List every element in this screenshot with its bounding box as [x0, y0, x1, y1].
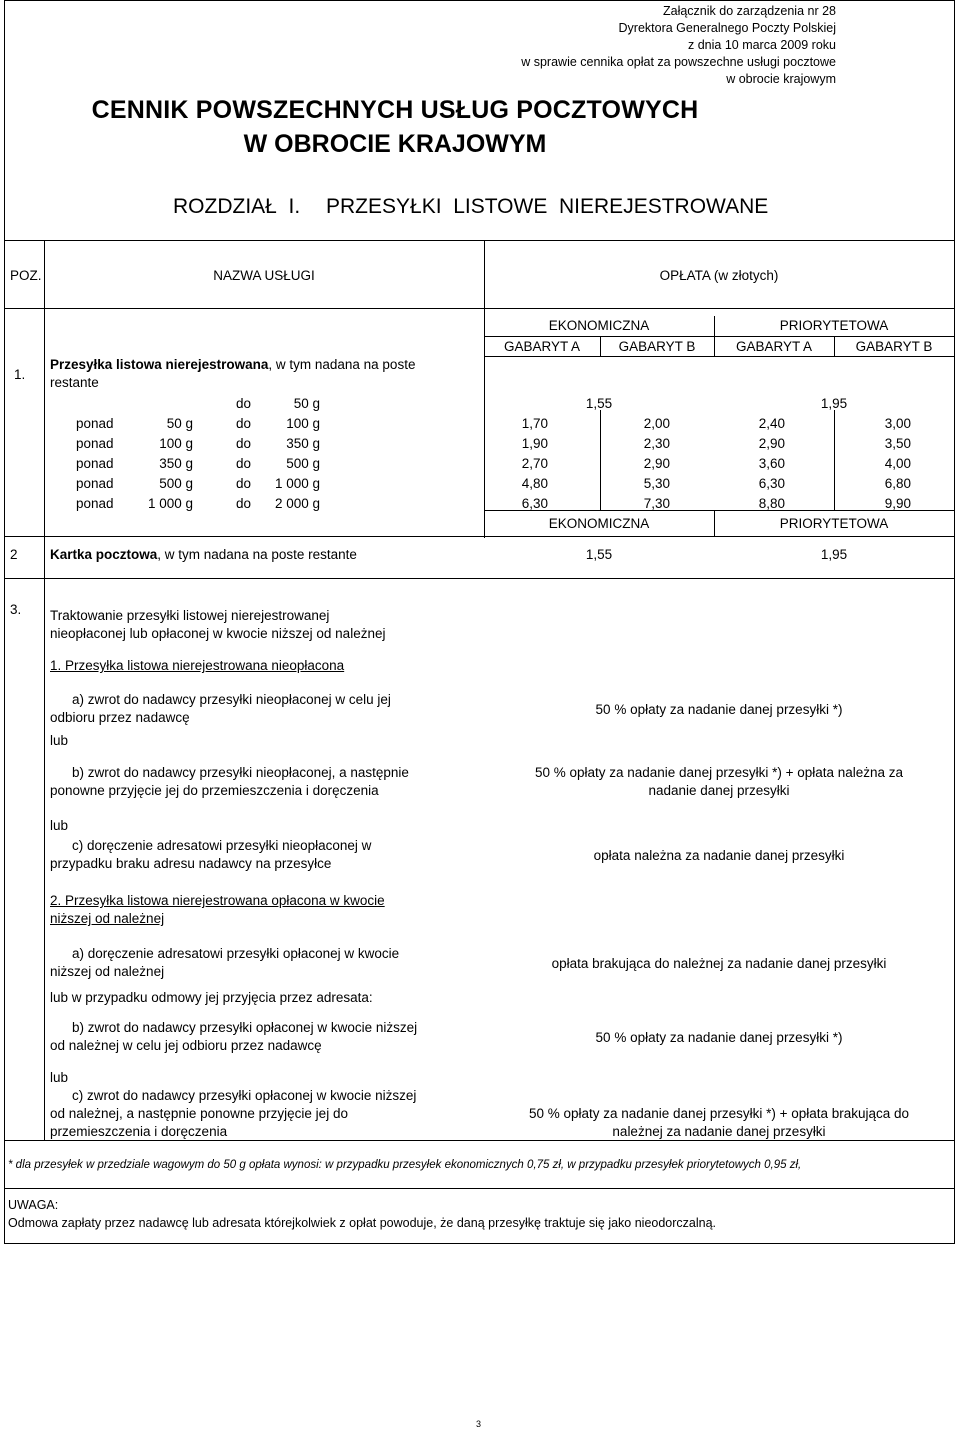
page-number: 3: [476, 1419, 482, 1429]
weight-row-price-prio-b: 6,80: [884, 476, 911, 491]
weight-row-price-eko-b: 5,30: [643, 476, 670, 491]
weight-row-price-prio-a: 6,30: [758, 476, 785, 491]
weight-row-to: 100 g: [286, 416, 320, 431]
item3-lub4: lub: [50, 1070, 69, 1085]
item3-c1-line2: przypadku braku adresu nadawcy na przesyłce: [50, 856, 332, 871]
item1-gabaryt-b-eko: GABARYT B: [618, 339, 696, 354]
item2-priorytetowa: PRIORYTETOWA: [779, 516, 889, 531]
item2-bottom-line: [4, 578, 954, 579]
weight-row-from: 500 g: [159, 476, 193, 491]
weight-row-do: do: [236, 396, 252, 411]
item3-sub1-title: 1. Przesyłka listowa nierejestrowana nieopłacona: [50, 658, 345, 673]
item3-b1-fee-line1: 50 % opłaty za nadanie danej przesyłki *) + opłata należna za: [534, 765, 904, 780]
weight-row-prefix: ponad: [76, 456, 114, 471]
document-title-line-1: CENNIK POWSZECHNYCH USŁUG POCZTOWYCH: [91, 96, 699, 124]
weight-row-price-eko-a: 4,80: [521, 476, 548, 491]
item3-title-line1: Traktowanie przesyłki listowej nierejestrowanej: [50, 608, 330, 623]
item2-top-line: [4, 536, 954, 537]
item3-a2-line1: a) doręczenie adresatowi przesyłki opłaconej w kwocie: [72, 946, 400, 961]
weight-row-price-prio-b: 4,00: [884, 456, 911, 471]
item3-b1-line2: ponowne przyjęcie jej do przemieszczenia i doręczenia: [50, 783, 379, 798]
item1-price-divider-prio: [834, 410, 835, 510]
weight-row-to: 2 000 g: [274, 496, 320, 511]
item2-price-prio: 1,95: [820, 547, 848, 562]
item3-c2-fee-line1: 50 % opłaty za nadanie danej przesyłki *) + opłata brakująca do: [528, 1106, 910, 1121]
weight-row-price-prio-a: 2,40: [758, 416, 785, 431]
footnote-text: * dla przesyłek w przedziale wagowym do 50 g opłata wynosi: w przypadku przesyłek ekonomicznych 0,75 zł, w przypadku przesyłek priorytetowych 0,95 zł,: [8, 1159, 802, 1171]
frame-left-line: [4, 0, 5, 1244]
item1-gabaryt-b-prio: GABARYT B: [855, 339, 933, 354]
weight-row-price-eko-a: 2,70: [521, 456, 548, 471]
header-bottom-line: [4, 308, 954, 309]
item2-number: 2: [10, 547, 18, 562]
item1-gabaryt-underline: [484, 356, 954, 357]
weight-row-do: do: [236, 496, 252, 511]
weight-row-price-prio-a: 2,90: [758, 436, 785, 451]
item3-c2-line2: od należnej, a następnie ponowne przyjęcie jej do: [50, 1106, 348, 1121]
weight-row-price-prio-b: 9,90: [884, 496, 911, 511]
item2-price-eko: 1,55: [585, 547, 613, 562]
weight-row-price-eko-b: 2,90: [643, 456, 670, 471]
uwaga-text: Odmowa zapłaty przez nadawcę lub adresata którejkolwiek z opłat powoduje, że daną przesyłkę traktuje się jako nieodorczalną.: [8, 1216, 717, 1230]
weight-row-prefix: ponad: [76, 476, 114, 491]
weight-row-do: do: [236, 436, 252, 451]
item1-category-underline: [484, 336, 954, 337]
item3-lub1: lub: [50, 733, 69, 748]
weight-row-prefix: ponad: [76, 496, 114, 511]
item3-b2-line1: b) zwrot do nadawcy przesyłki opłaconej w kwocie niższej: [72, 1020, 418, 1035]
pos-column-divider: [44, 308, 45, 1140]
section-name: PRZESYŁKI LISTOWE NIEREJESTROWANE: [326, 195, 769, 218]
weight-row-do: do: [236, 416, 252, 431]
item3-c1-line1: c) doręczenie adresatowi przesyłki nieopłaconej w: [72, 838, 372, 853]
item3-b1-line1: b) zwrot do nadawcy przesyłki nieopłaconej, a następnie: [72, 765, 409, 780]
item1-priorytetowa: PRIORYTETOWA: [779, 318, 889, 333]
item1-price-divider-eko: [600, 410, 601, 510]
item3-sub2-title-line2: niższej od należnej: [50, 911, 165, 926]
annex-line-5: w obrocie krajowym: [726, 72, 836, 86]
weight-row-price-eko-a: 6,30: [521, 496, 548, 511]
frame-top-line: [4, 0, 954, 1]
weight-row-price-prio-b: 3,50: [884, 436, 911, 451]
item3-b2-fee: 50 % opłaty za nadanie danej przesyłki *): [595, 1030, 843, 1045]
section-label: ROZDZIAŁ I.: [173, 195, 301, 218]
item3-a2-fee: opłata brakująca do należnej za nadanie danej przesyłki: [551, 956, 887, 971]
weight-row-prefix: ponad: [76, 436, 114, 451]
item1-name-bold: Przesyłka listowa nierejestrowana: [50, 357, 269, 372]
footnote-top-line: [4, 1140, 954, 1141]
weight-row-prefix: ponad: [76, 416, 114, 431]
weight-row-to: 500 g: [286, 456, 320, 471]
item1-ekonomiczna: EKONOMICZNA: [548, 318, 650, 333]
item2-name: [50, 547, 357, 562]
header-pos: POZ.: [10, 268, 42, 283]
item1-bottom-line: [484, 510, 954, 511]
annex-line-3: z dnia 10 marca 2009 roku: [687, 38, 836, 52]
item1-name: [50, 357, 415, 372]
frame-bottom-line: [4, 1243, 954, 1244]
item3-title-line2: nieopłaconej lub opłaconej w kwocie niższej od należnej: [50, 626, 386, 641]
weight-row-price-prio-b: 3,00: [884, 416, 911, 431]
weight-row-from: 50 g: [166, 416, 193, 431]
item3-a2-line2: niższej od należnej: [50, 964, 165, 979]
weight-row-to: 1 000 g: [274, 476, 320, 491]
item1-gabaryt-a-eko: GABARYT A: [503, 339, 581, 354]
weight-row-price-eko-a: 1,55: [585, 396, 613, 411]
item2-name-bold: Kartka pocztowa: [50, 547, 158, 562]
weight-row-to: 50 g: [293, 396, 320, 411]
item3-sub2-title-line1: 2. Przesyłka listowa nierejestrowana opłacona w kwocie: [50, 893, 385, 908]
uwaga-label: UWAGA:: [8, 1198, 59, 1212]
weight-row-to: 350 g: [286, 436, 320, 451]
item3-b1-fee-line2: nadanie danej przesyłki: [648, 783, 790, 798]
weight-row-from: 1 000 g: [147, 496, 193, 511]
item1-name-rest: , w tym nadana na poste: [268, 357, 416, 372]
weight-row-price-prio-a: 1,95: [820, 396, 848, 411]
item3-a1-line1: a) zwrot do nadawcy przesyłki nieopłaconej w celu jej: [72, 692, 391, 707]
weight-row-price-eko-a: 1,70: [521, 416, 548, 431]
item1-name-line2: restante: [50, 375, 99, 390]
weight-row-price-eko-b: 7,30: [643, 496, 670, 511]
header-top-line: [4, 240, 954, 241]
frame-right-line: [954, 0, 955, 1244]
item3-c2-line3: przemieszczenia i doręczenia: [50, 1124, 228, 1139]
item1-number: 1.: [14, 367, 26, 382]
item3-lub2: lub: [50, 818, 69, 833]
item3-c1-fee: opłata należna za nadanie danej przesyłki: [593, 848, 845, 863]
annex-line-1: Załącznik do zarządzenia nr 28: [662, 4, 836, 18]
weight-row-price-prio-a: 3,60: [758, 456, 785, 471]
weight-row-price-eko-b: 2,30: [643, 436, 670, 451]
item3-number: 3.: [10, 602, 22, 617]
document-title-line-2: W OBROCIE KRAJOWYM: [243, 130, 547, 158]
item3-lub3: lub w przypadku odmowy jej przyjęcia przez adresata:: [50, 990, 373, 1005]
weight-row-do: do: [236, 476, 252, 491]
weight-row-from: 100 g: [159, 436, 193, 451]
item3-a1-fee: 50 % opłaty za nadanie danej przesyłki *): [595, 702, 843, 717]
item3-c2-fee-line2: należnej za nadanie danej przesyłki: [612, 1124, 826, 1139]
item2-name-rest: , w tym nadana na poste restante: [157, 547, 357, 562]
header-fee: OPŁATA (w złotych): [659, 268, 779, 283]
item3-a1-line2: odbioru przez nadawcę: [50, 710, 190, 725]
item3-b2-line2: od należnej w celu jej odbioru przez nadawcę: [50, 1038, 322, 1053]
annex-line-4: w sprawie cennika opłat za powszechne usługi pocztowe: [521, 55, 836, 69]
weight-row-price-eko-b: 2,00: [643, 416, 670, 431]
header-service: NAZWA USŁUGI: [213, 268, 315, 283]
item2-ekonomiczna: EKONOMICZNA: [548, 516, 650, 531]
annex-line-2: Dyrektora Generalnego Poczty Polskiej: [618, 21, 836, 35]
weight-row-do: do: [236, 456, 252, 471]
weight-row-price-eko-a: 1,90: [521, 436, 548, 451]
weight-row-from: 350 g: [159, 456, 193, 471]
item3-c2-line1: c) zwrot do nadawcy przesyłki opłaconej w kwocie niższej: [72, 1088, 417, 1103]
footnote-bottom-line: [4, 1188, 954, 1189]
item1-gabaryt-a-prio: GABARYT A: [735, 339, 813, 354]
item2-category-divider: [714, 510, 715, 536]
weight-row-price-prio-a: 8,80: [758, 496, 785, 511]
